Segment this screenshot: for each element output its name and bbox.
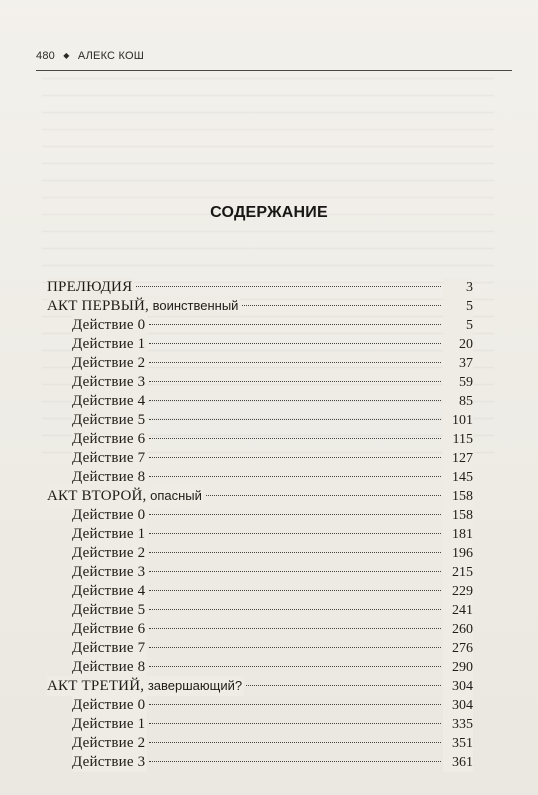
toc-leader-dots [246, 685, 441, 686]
toc-page-number: 229 [443, 582, 473, 601]
toc-page-number: 304 [443, 696, 473, 715]
toc-label-upper: Действие 6 [72, 621, 146, 637]
running-header [36, 50, 144, 62]
toc-sub-row [47, 334, 473, 353]
toc-leader-dots [149, 723, 441, 724]
toc-label-upper: Действие 2 [72, 545, 146, 561]
toc-label [47, 676, 244, 696]
header-author: АЛЕКС КОШ [77, 50, 144, 62]
header-rule [36, 70, 512, 71]
toc-label [72, 657, 147, 677]
toc-page-number: 181 [443, 525, 473, 544]
toc-leader-dots [149, 590, 441, 591]
toc-label-upper: ПРЕЛЮДИЯ [47, 279, 133, 295]
toc-label [72, 524, 147, 544]
toc-leader-dots [149, 761, 441, 762]
toc-leader-dots [206, 495, 441, 496]
toc-leader-dots [149, 419, 441, 420]
toc-sub-row [47, 315, 473, 334]
header-page-number: 480 [36, 50, 55, 62]
toc-leader-dots [149, 742, 441, 743]
toc-label [72, 505, 147, 525]
toc-page-number: 304 [443, 677, 473, 696]
toc-label [72, 391, 147, 411]
toc-leader-dots [149, 666, 441, 667]
toc-label-upper: АКТ ПЕРВЫЙ, [47, 298, 149, 314]
toc-label-upper: Действие 6 [72, 431, 146, 447]
toc-leader-dots [149, 704, 441, 705]
toc-label [72, 562, 147, 582]
toc-page-number: 20 [443, 335, 473, 354]
toc-sub-row [47, 600, 473, 619]
toc-page-number: 351 [443, 734, 473, 753]
toc-sub-row [47, 714, 473, 733]
toc-label-upper: Действие 7 [72, 640, 146, 656]
toc-label-upper: Действие 0 [72, 507, 146, 523]
toc-label-upper: Действие 7 [72, 450, 146, 466]
toc-leader-dots [242, 305, 441, 306]
toc-label-upper: Действие 8 [72, 469, 146, 485]
toc-sub-row [47, 353, 473, 372]
toc-leader-dots [149, 400, 441, 401]
toc-page-number: 5 [443, 297, 473, 316]
toc-page-number: 145 [443, 468, 473, 487]
toc-page-number: 241 [443, 601, 473, 620]
toc-label [72, 695, 147, 715]
toc-label-upper: АКТ ТРЕТИЙ, [47, 678, 145, 694]
toc-leader-dots [149, 438, 441, 439]
toc-leader-dots [149, 609, 441, 610]
toc-label [72, 372, 147, 392]
toc-page-number: 290 [443, 658, 473, 677]
toc-label-upper: АКТ ВТОРОЙ, [47, 488, 147, 504]
toc-page-number: 59 [443, 373, 473, 392]
toc-page-number: 37 [443, 354, 473, 373]
toc-leader-dots [149, 628, 441, 629]
toc-label [72, 448, 147, 468]
toc-sub-row [47, 505, 473, 524]
toc-sub-row [47, 733, 473, 752]
toc-leader-dots [149, 647, 441, 648]
toc-sub-row [47, 467, 473, 486]
toc-leader-dots [136, 286, 441, 287]
table-of-contents [47, 277, 473, 771]
toc-sub-row [47, 429, 473, 448]
toc-main-row [47, 296, 473, 315]
toc-label [72, 315, 147, 335]
toc-label-upper: Действие 5 [72, 602, 146, 618]
toc-main-row [47, 277, 473, 296]
toc-leader-dots [149, 571, 441, 572]
toc-page-number: 196 [443, 544, 473, 563]
toc-label-upper: Действие 8 [72, 659, 146, 675]
toc-label-upper: Действие 2 [72, 735, 146, 751]
toc-page-number: 361 [443, 753, 473, 772]
toc-sub-row [47, 752, 473, 771]
toc-leader-dots [149, 457, 441, 458]
toc-leader-dots [149, 533, 441, 534]
toc-label [72, 543, 147, 563]
toc-leader-dots [149, 362, 441, 363]
toc-label [72, 714, 147, 734]
toc-label [72, 752, 147, 772]
toc-sub-row [47, 391, 473, 410]
toc-label-upper: Действие 1 [72, 526, 146, 542]
toc-label-lower: воинственный [148, 298, 239, 313]
toc-page-number: 127 [443, 449, 473, 468]
toc-page-number: 335 [443, 715, 473, 734]
toc-label [72, 733, 147, 753]
toc-page-number: 260 [443, 620, 473, 639]
toc-page-number: 276 [443, 639, 473, 658]
toc-leader-dots [149, 514, 441, 515]
toc-main-row [47, 486, 473, 505]
toc-sub-row [47, 619, 473, 638]
toc-page-number: 85 [443, 392, 473, 411]
toc-label-upper: Действие 4 [72, 393, 146, 409]
toc-label-lower: опасный [146, 488, 202, 503]
toc-label-upper: Действие 1 [72, 716, 146, 732]
toc-label-upper: Действие 0 [72, 317, 146, 333]
toc-label [72, 619, 147, 639]
toc-sub-row [47, 524, 473, 543]
toc-label [72, 638, 147, 658]
toc-page-number: 215 [443, 563, 473, 582]
toc-page-number: 158 [443, 506, 473, 525]
toc-label-upper: Действие 3 [72, 374, 146, 390]
toc-sub-row [47, 638, 473, 657]
toc-label [72, 353, 147, 373]
toc-sub-row [47, 543, 473, 562]
toc-page-number: 115 [443, 430, 473, 449]
toc-label [72, 410, 147, 430]
toc-label-upper: Действие 5 [72, 412, 146, 428]
toc-sub-row [47, 410, 473, 429]
toc-page-number: 3 [443, 278, 473, 297]
toc-leader-dots [149, 381, 441, 382]
toc-label [72, 581, 147, 601]
toc-leader-dots [149, 343, 441, 344]
toc-sub-row [47, 695, 473, 714]
toc-leader-dots [149, 476, 441, 477]
toc-label [72, 429, 147, 449]
toc-label [47, 277, 134, 297]
toc-label-lower: завершающий? [144, 678, 243, 693]
toc-sub-row [47, 448, 473, 467]
toc-label [72, 600, 147, 620]
toc-main-row [47, 676, 473, 695]
toc-sub-row [47, 581, 473, 600]
toc-label [47, 296, 240, 316]
toc-leader-dots [149, 324, 441, 325]
toc-sub-row [47, 372, 473, 391]
toc-label-upper: Действие 4 [72, 583, 146, 599]
toc-leader-dots [149, 552, 441, 553]
toc-sub-row [47, 657, 473, 676]
toc-page-number: 158 [443, 487, 473, 506]
toc-label-upper: Действие 3 [72, 564, 146, 580]
toc-label-upper: Действие 2 [72, 355, 146, 371]
toc-label [72, 467, 147, 487]
toc-page-number: 5 [443, 316, 473, 335]
toc-label-upper: Действие 3 [72, 754, 146, 770]
toc-sub-row [47, 562, 473, 581]
toc-label [72, 334, 147, 354]
toc-label [47, 486, 204, 506]
header-diamond-icon: ◆ [63, 51, 70, 60]
toc-page-number: 101 [443, 411, 473, 430]
toc-label-upper: Действие 1 [72, 336, 146, 352]
page-title: СОДЕРЖАНИЕ [210, 204, 328, 221]
toc-label-upper: Действие 0 [72, 697, 146, 713]
